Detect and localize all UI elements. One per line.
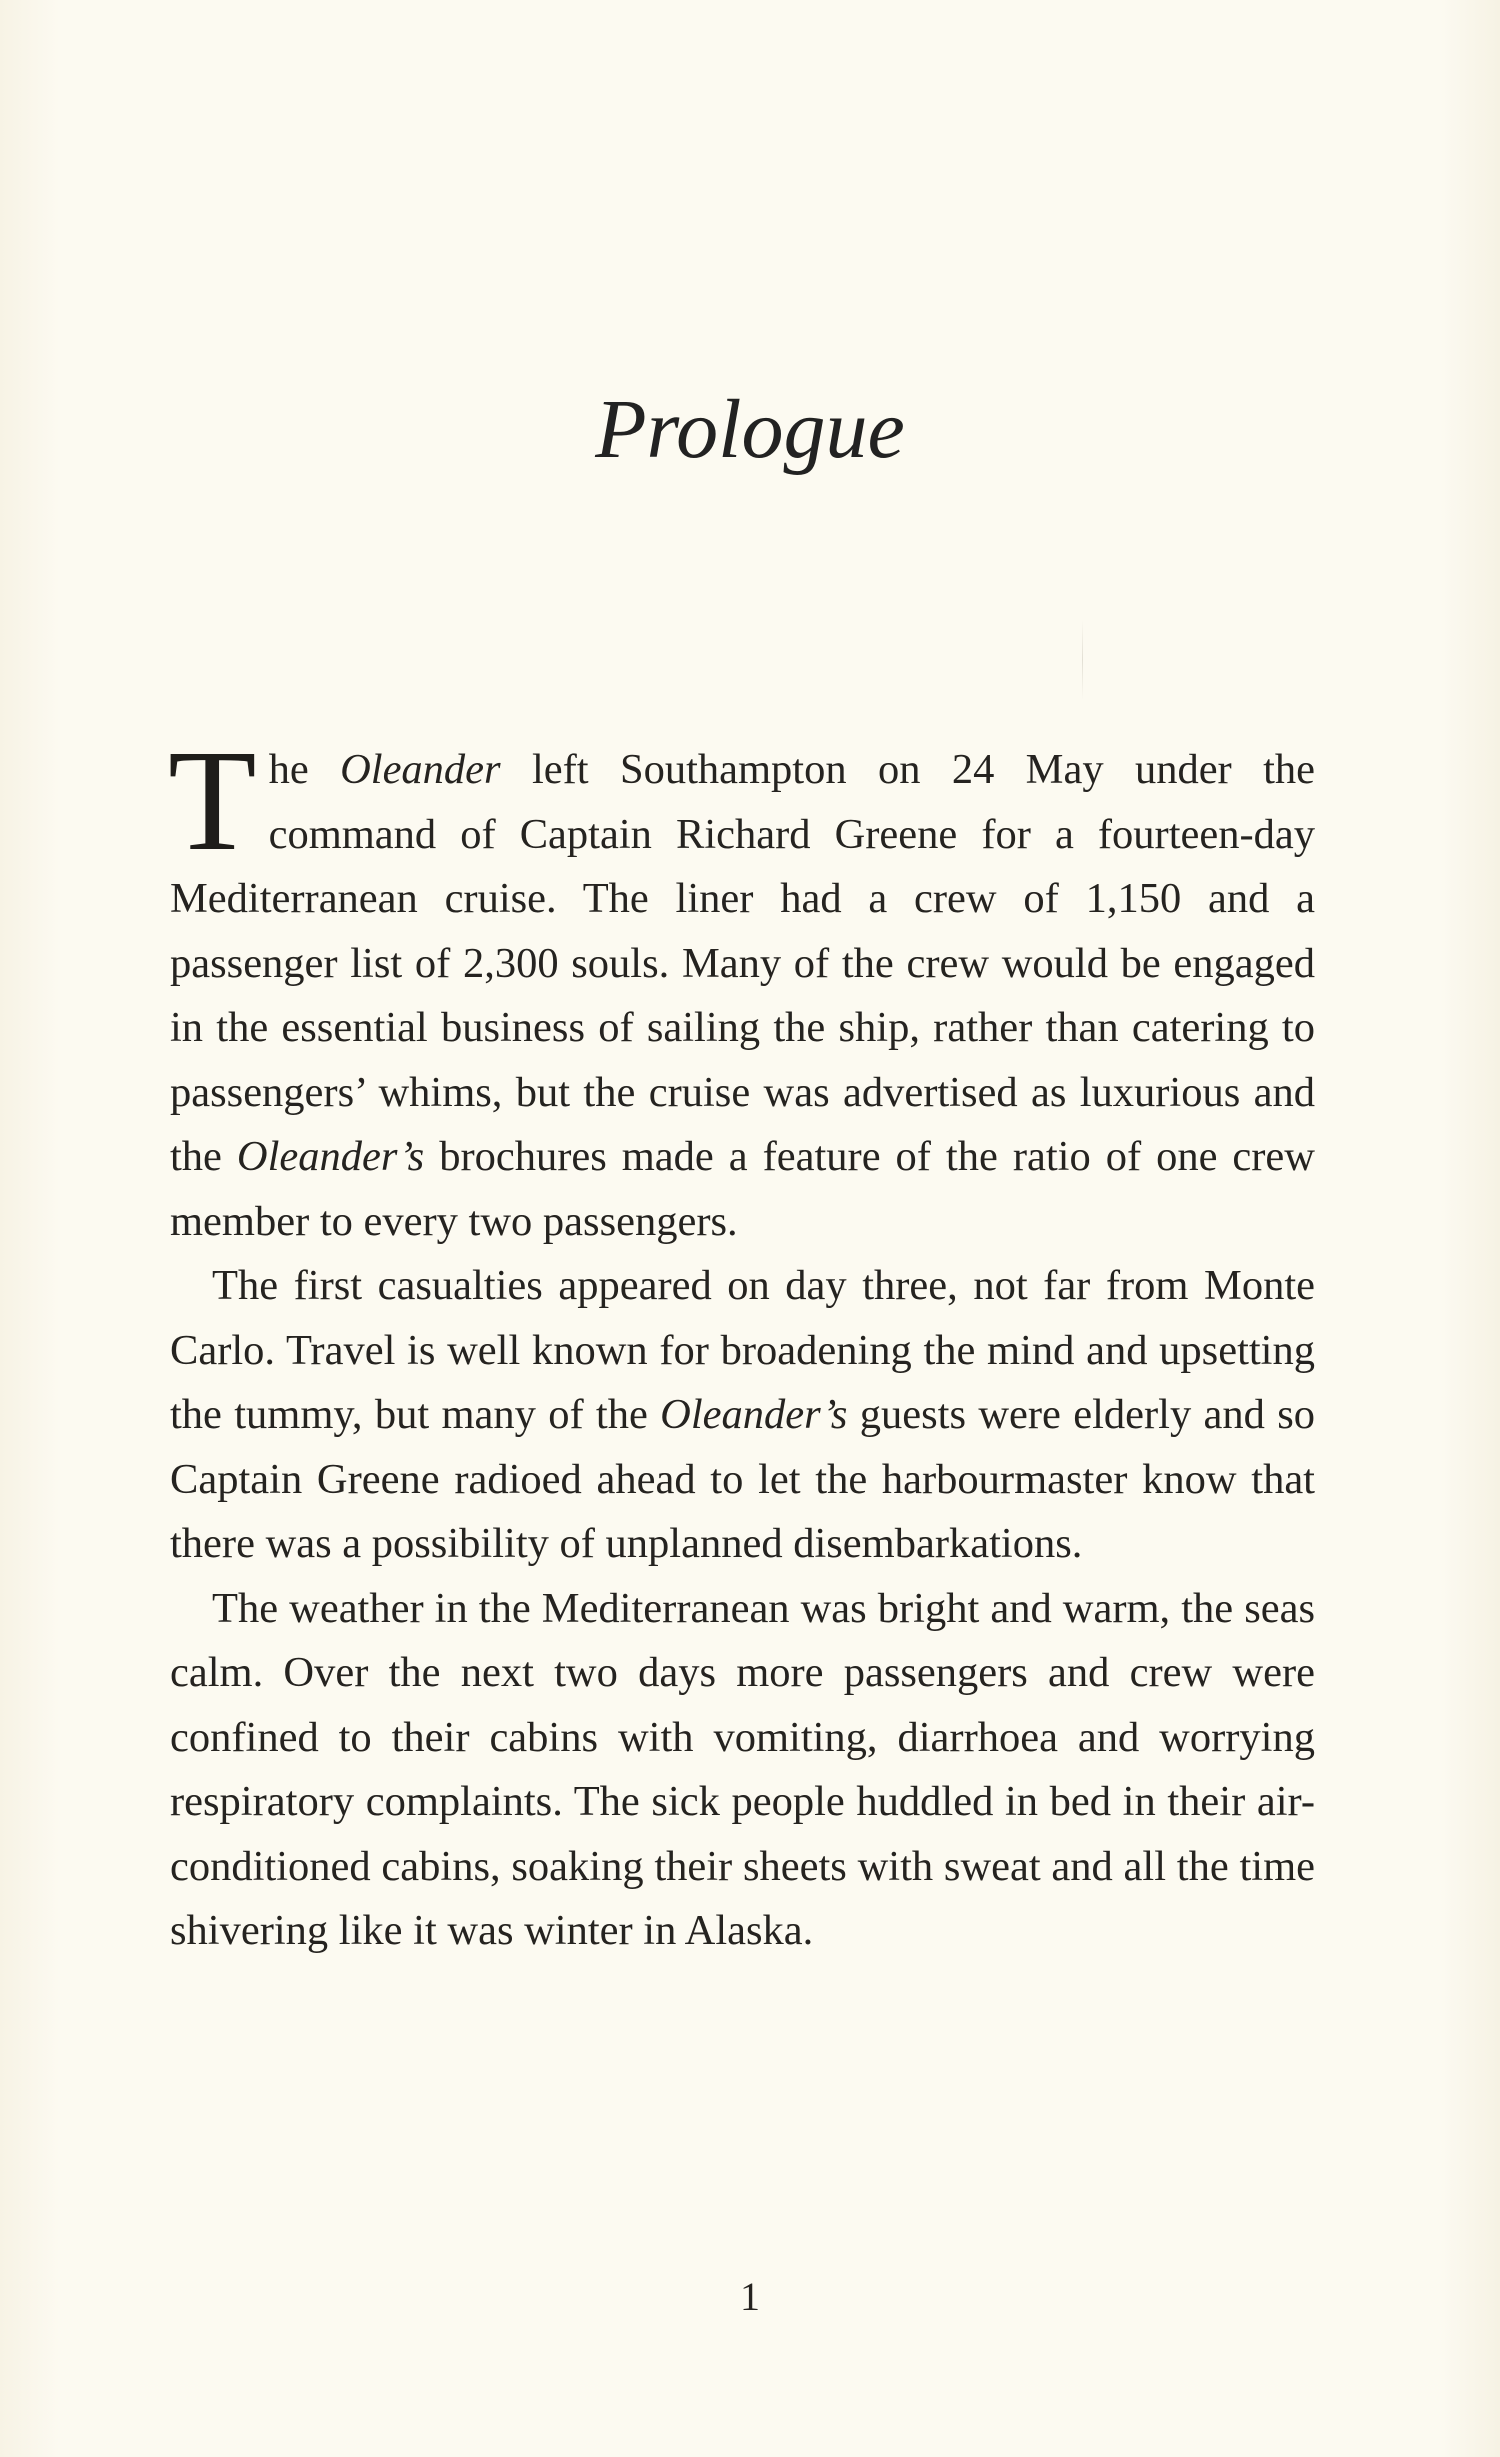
paragraph-1 bbox=[168, 721, 1315, 1254]
page-number: 1 bbox=[740, 2274, 760, 2319]
ship-name: Oleander bbox=[340, 746, 501, 793]
chapter-body bbox=[168, 721, 1315, 1964]
ship-name-possessive: Oleander’s bbox=[660, 1391, 848, 1438]
paragraph-1-text-c: brochures made a feature of the ratio of one crew member to every two passengers. bbox=[170, 1133, 1315, 1245]
paragraph-2-text-b: guests were elderly and so Captain Greene radioed ahead to let the harbourmaster know that there was a possibility of unplanned disembarkations. bbox=[170, 1391, 1315, 1567]
drop-cap: T bbox=[168, 721, 257, 881]
paragraph-3 bbox=[170, 1577, 1315, 1964]
paragraph-1-text-b: left Southampton on 24 May under the command of Captain Richard Greene for a fourteen-day Mediterranean cruise. The liner had a crew of 1,150 and a passenger list of 2,300 souls. Many of the crew would be engaged in the essential business of sailing the ship, rather than catering to passengers’ whims, but the cruise was advertised as luxurious and the bbox=[170, 746, 1315, 1180]
chapter-title: Prologue bbox=[595, 383, 905, 476]
paragraph-2-text-a: The first casualties appeared on day three, not far from Monte Carlo. Travel is well known for broadening the mind and upsetting the tummy, but many of the bbox=[170, 1262, 1315, 1438]
paragraph-3-text: The weather in the Mediterranean was bright and warm, the seas calm. Over the next two days more passengers and crew were confined to their cabins with vomiting, diarrhoea and worrying respiratory complaints. The sick people huddled in bed in their air-conditioned cabins, soaking their sheets with sweat and all the time shivering like it was winter in Alaska. bbox=[170, 1584, 1315, 1954]
paper-crease bbox=[1082, 620, 1083, 700]
ship-name-possessive: Oleander’s bbox=[236, 1133, 425, 1180]
paragraph-2 bbox=[170, 1254, 1315, 1577]
paragraph-1-text-a: he bbox=[268, 746, 341, 793]
